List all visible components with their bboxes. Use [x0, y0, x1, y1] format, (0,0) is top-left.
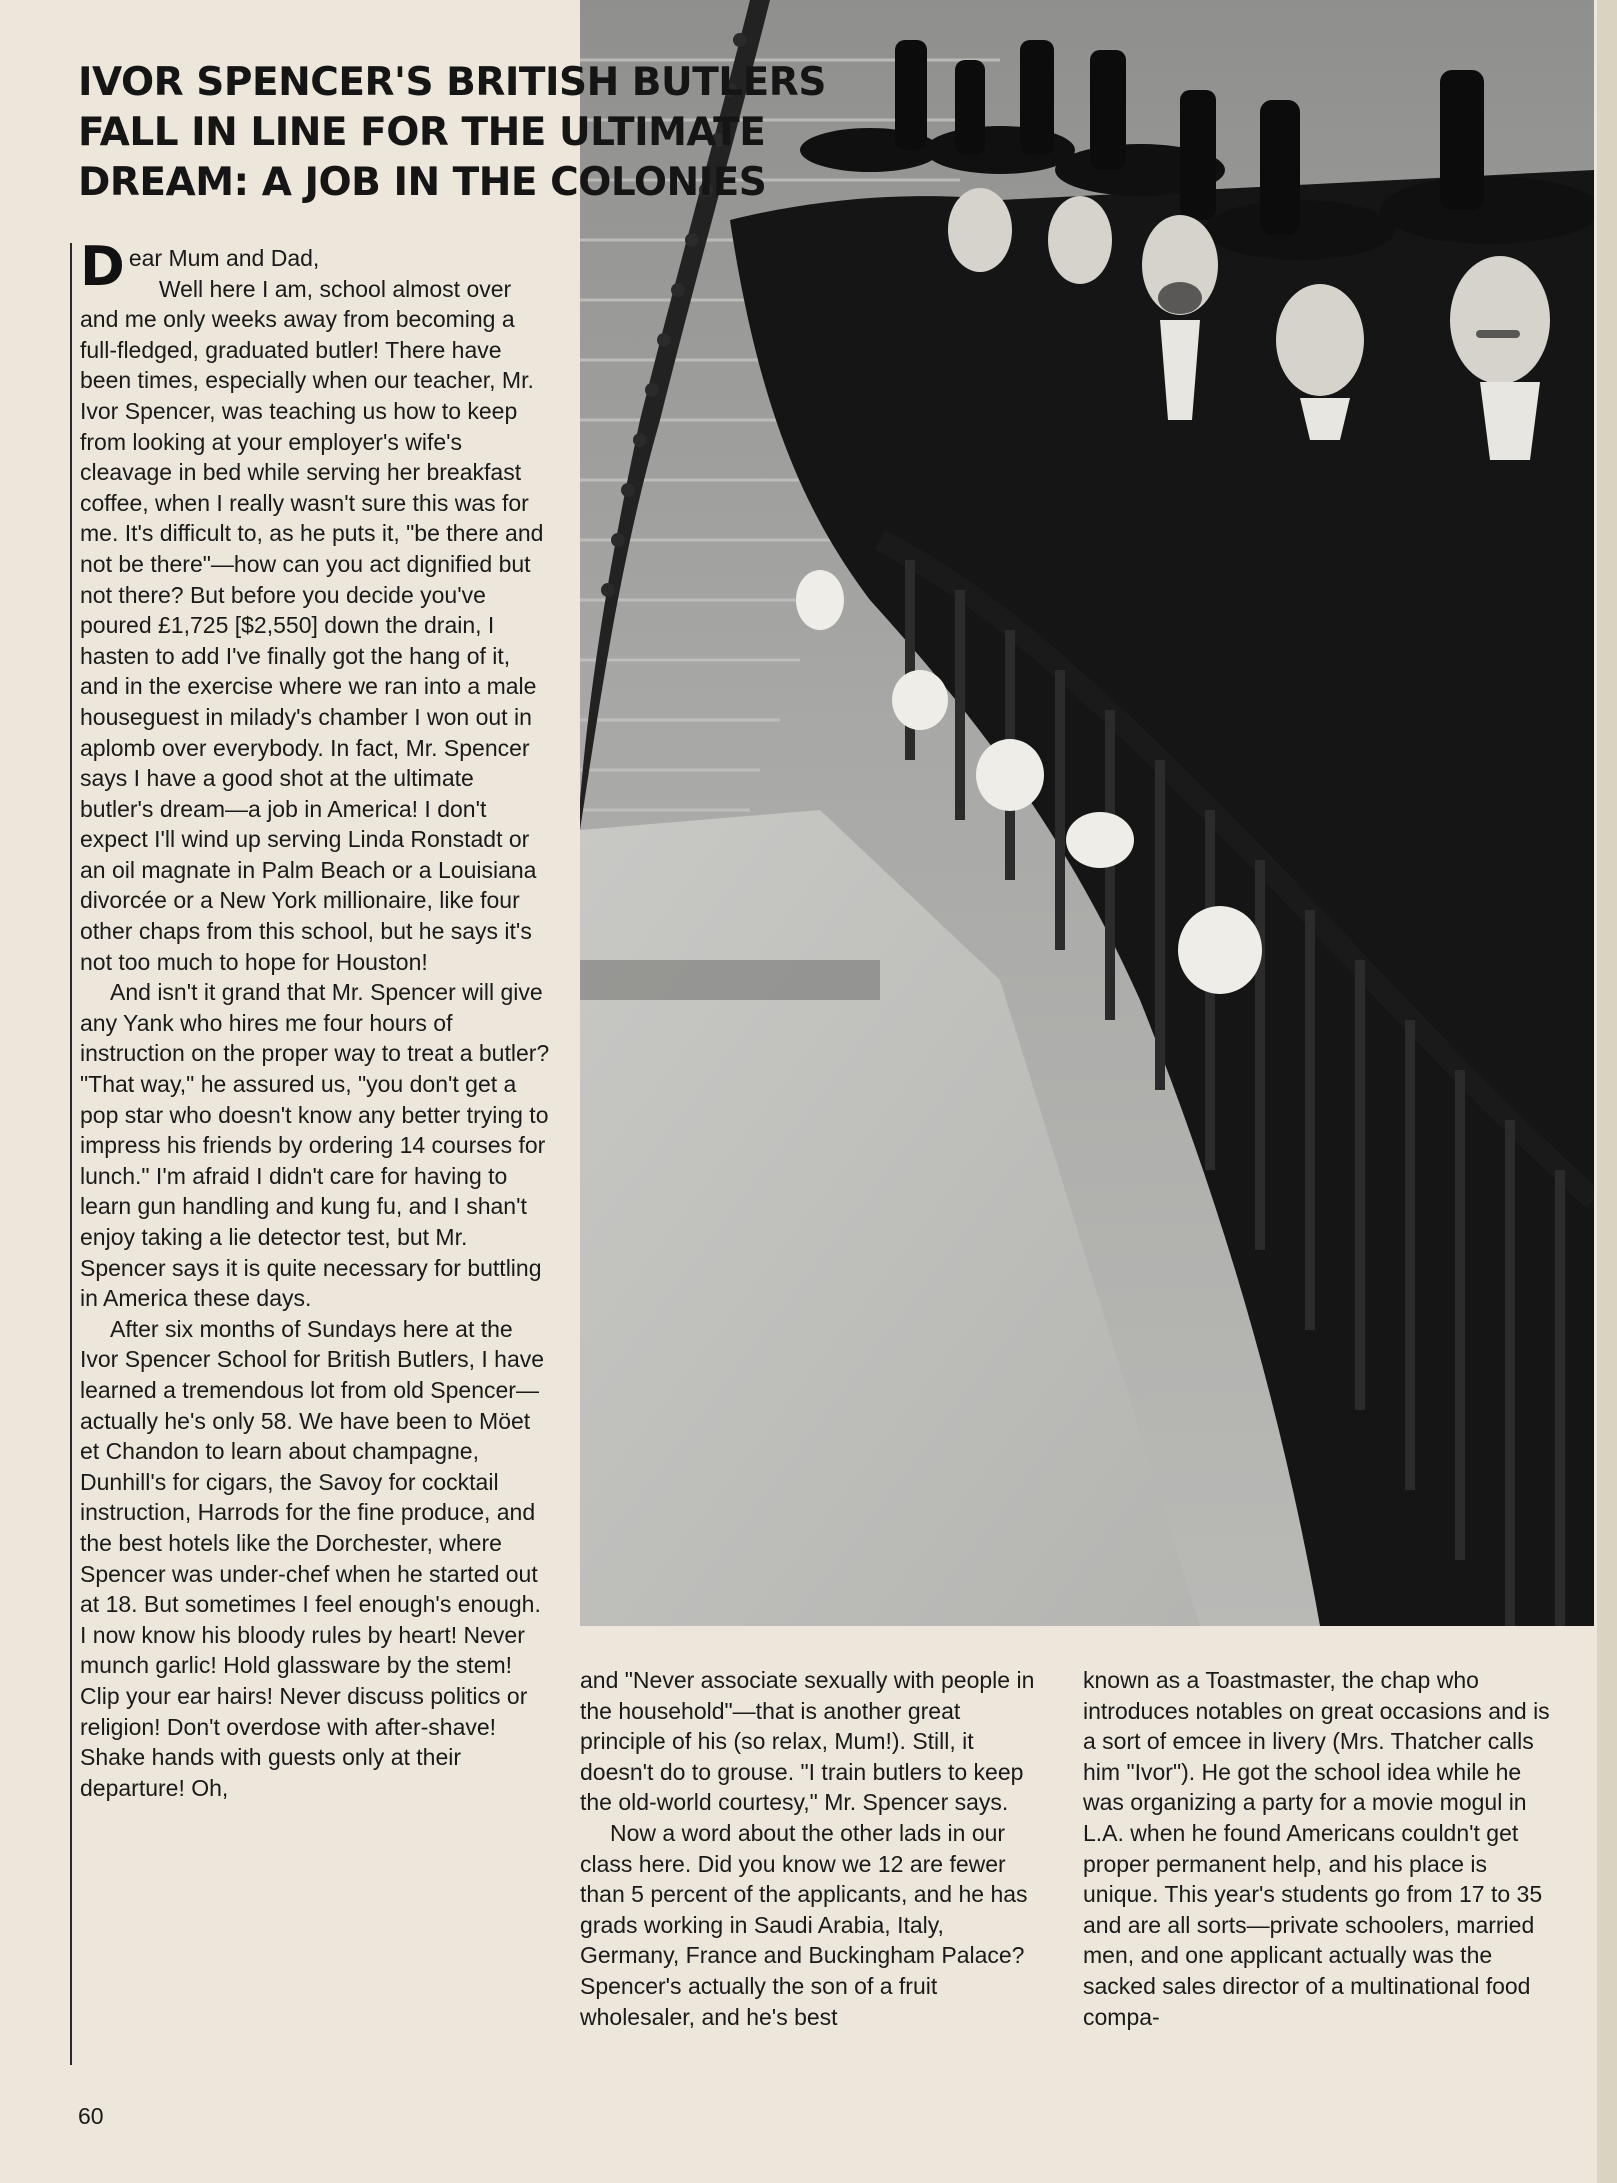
headline-line-1: IVOR SPENCER'S BRITISH BUTLERS: [78, 60, 826, 105]
article-headline: [78, 58, 918, 208]
page-number: 60: [78, 2103, 104, 2129]
body-paragraph: known as a Toastmaster, the chap who introduces notables on great occasions and is a sort of emcee in livery (Mrs. Thatcher calls him "Ivor"). He got the school idea while he was organizing a party for a movie mogul in L.A. when he found Americans couldn't get proper permanent help, and his place is unique. This year's students go from 17 to 35 and are all sorts—private schoolers, married men, and one applicant actually was the sacked sales director of a multinational food compa-: [1083, 1667, 1550, 2030]
photo-illustration: [580, 0, 1594, 1626]
drop-cap: D: [80, 235, 125, 298]
body-paragraph: and "Never associate sexually with people in the household"—that is another great principle of his (so relax, Mum!). Still, it doesn't do to grouse. "I train butlers to keep the old-world courtesy," Mr. Spencer says.: [580, 1667, 1035, 1816]
butlers-staircase-photo: [580, 0, 1594, 1626]
headline-line-3: DREAM: A JOB IN THE COLONIES: [78, 160, 767, 205]
headline-line-2: FALL IN LINE FOR THE ULTIMATE: [78, 110, 766, 155]
body-paragraph: And isn't it grand that Mr. Spencer will give any Yank who hires me four hours of instruction on the proper way to treat a butler? "That way," he assured us, "you don't get a pop star who doesn't know any better trying to impress his friends by ordering 14 courses for lunch." I'm afraid I didn't care for having to learn gun handling and kung fu, and I shan't enjoy taking a lie detector test, but Mr. Spencer says it is quite necessary for buttling in America these days.: [80, 979, 550, 1312]
salutation: [80, 235, 550, 298]
salutation-text: ear Mum and Dad,: [128, 245, 320, 271]
article-column-2: [580, 1665, 1048, 2032]
column-rule: [70, 243, 72, 2065]
body-paragraph: After six months of Sundays here at the Ivor Spencer School for British Butlers, I have learned a tremendous lot from old Spencer—actually he's only 58. We have been to Möet et Chandon to learn about champagne, Dunhill's for cigars, the Savoy for cocktail instruction, Harrods for the fine produce, and the best hotels like the Dorchester, where Spencer was under-chef when he started out at 18. But sometimes I feel enough's enough. I now know his bloody rules by heart! Never munch garlic! Hold glassware by the stem! Clip your ear hairs! Never discuss politics or religion! Don't overdose with after-shave! Shake hands with guests only at their departure! Oh,: [80, 1315, 545, 1801]
article-column-1: [80, 235, 550, 1803]
page-edge: [1597, 0, 1617, 2183]
body-paragraph: Now a word about the other lads in our class here. Did you know we 12 are fewer than 5 percent of the applicants, and he has grads working in Saudi Arabia, Italy, Germany, France and Buckingham Palace? Spencer's actually the son of a fruit wholesaler, and he's best: [580, 1819, 1028, 2030]
article-column-3: [1083, 1665, 1563, 2032]
body-paragraph: Well here I am, school almost over and me only weeks away from becoming a full-fledged, graduated butler! There have been times, especially when our teacher, Mr. Ivor Spencer, was teaching us how to keep from looking at your employer's wife's cleavage in bed while serving her breakfast coffee, when I really wasn't sure this was for me. It's difficult to, as he puts it, "be there and not be there"—how can you act dignified but not there? But before you decide you've poured £1,725 [$2,550] down the drain, I hasten to add I've finally got the hang of it, and in the exercise where we ran into a male houseguest in milady's chamber I won out in aplomb over everybody. In fact, Mr. Spencer says I have a good shot at the ultimate butler's dream—a job in America! I don't expect I'll wind up serving Linda Ronstadt or an oil magnate in Palm Beach or a Louisiana divorcée or a New York millionaire, like four other chaps from this school, but he says it's not too much to hope for Houston!: [80, 275, 544, 975]
